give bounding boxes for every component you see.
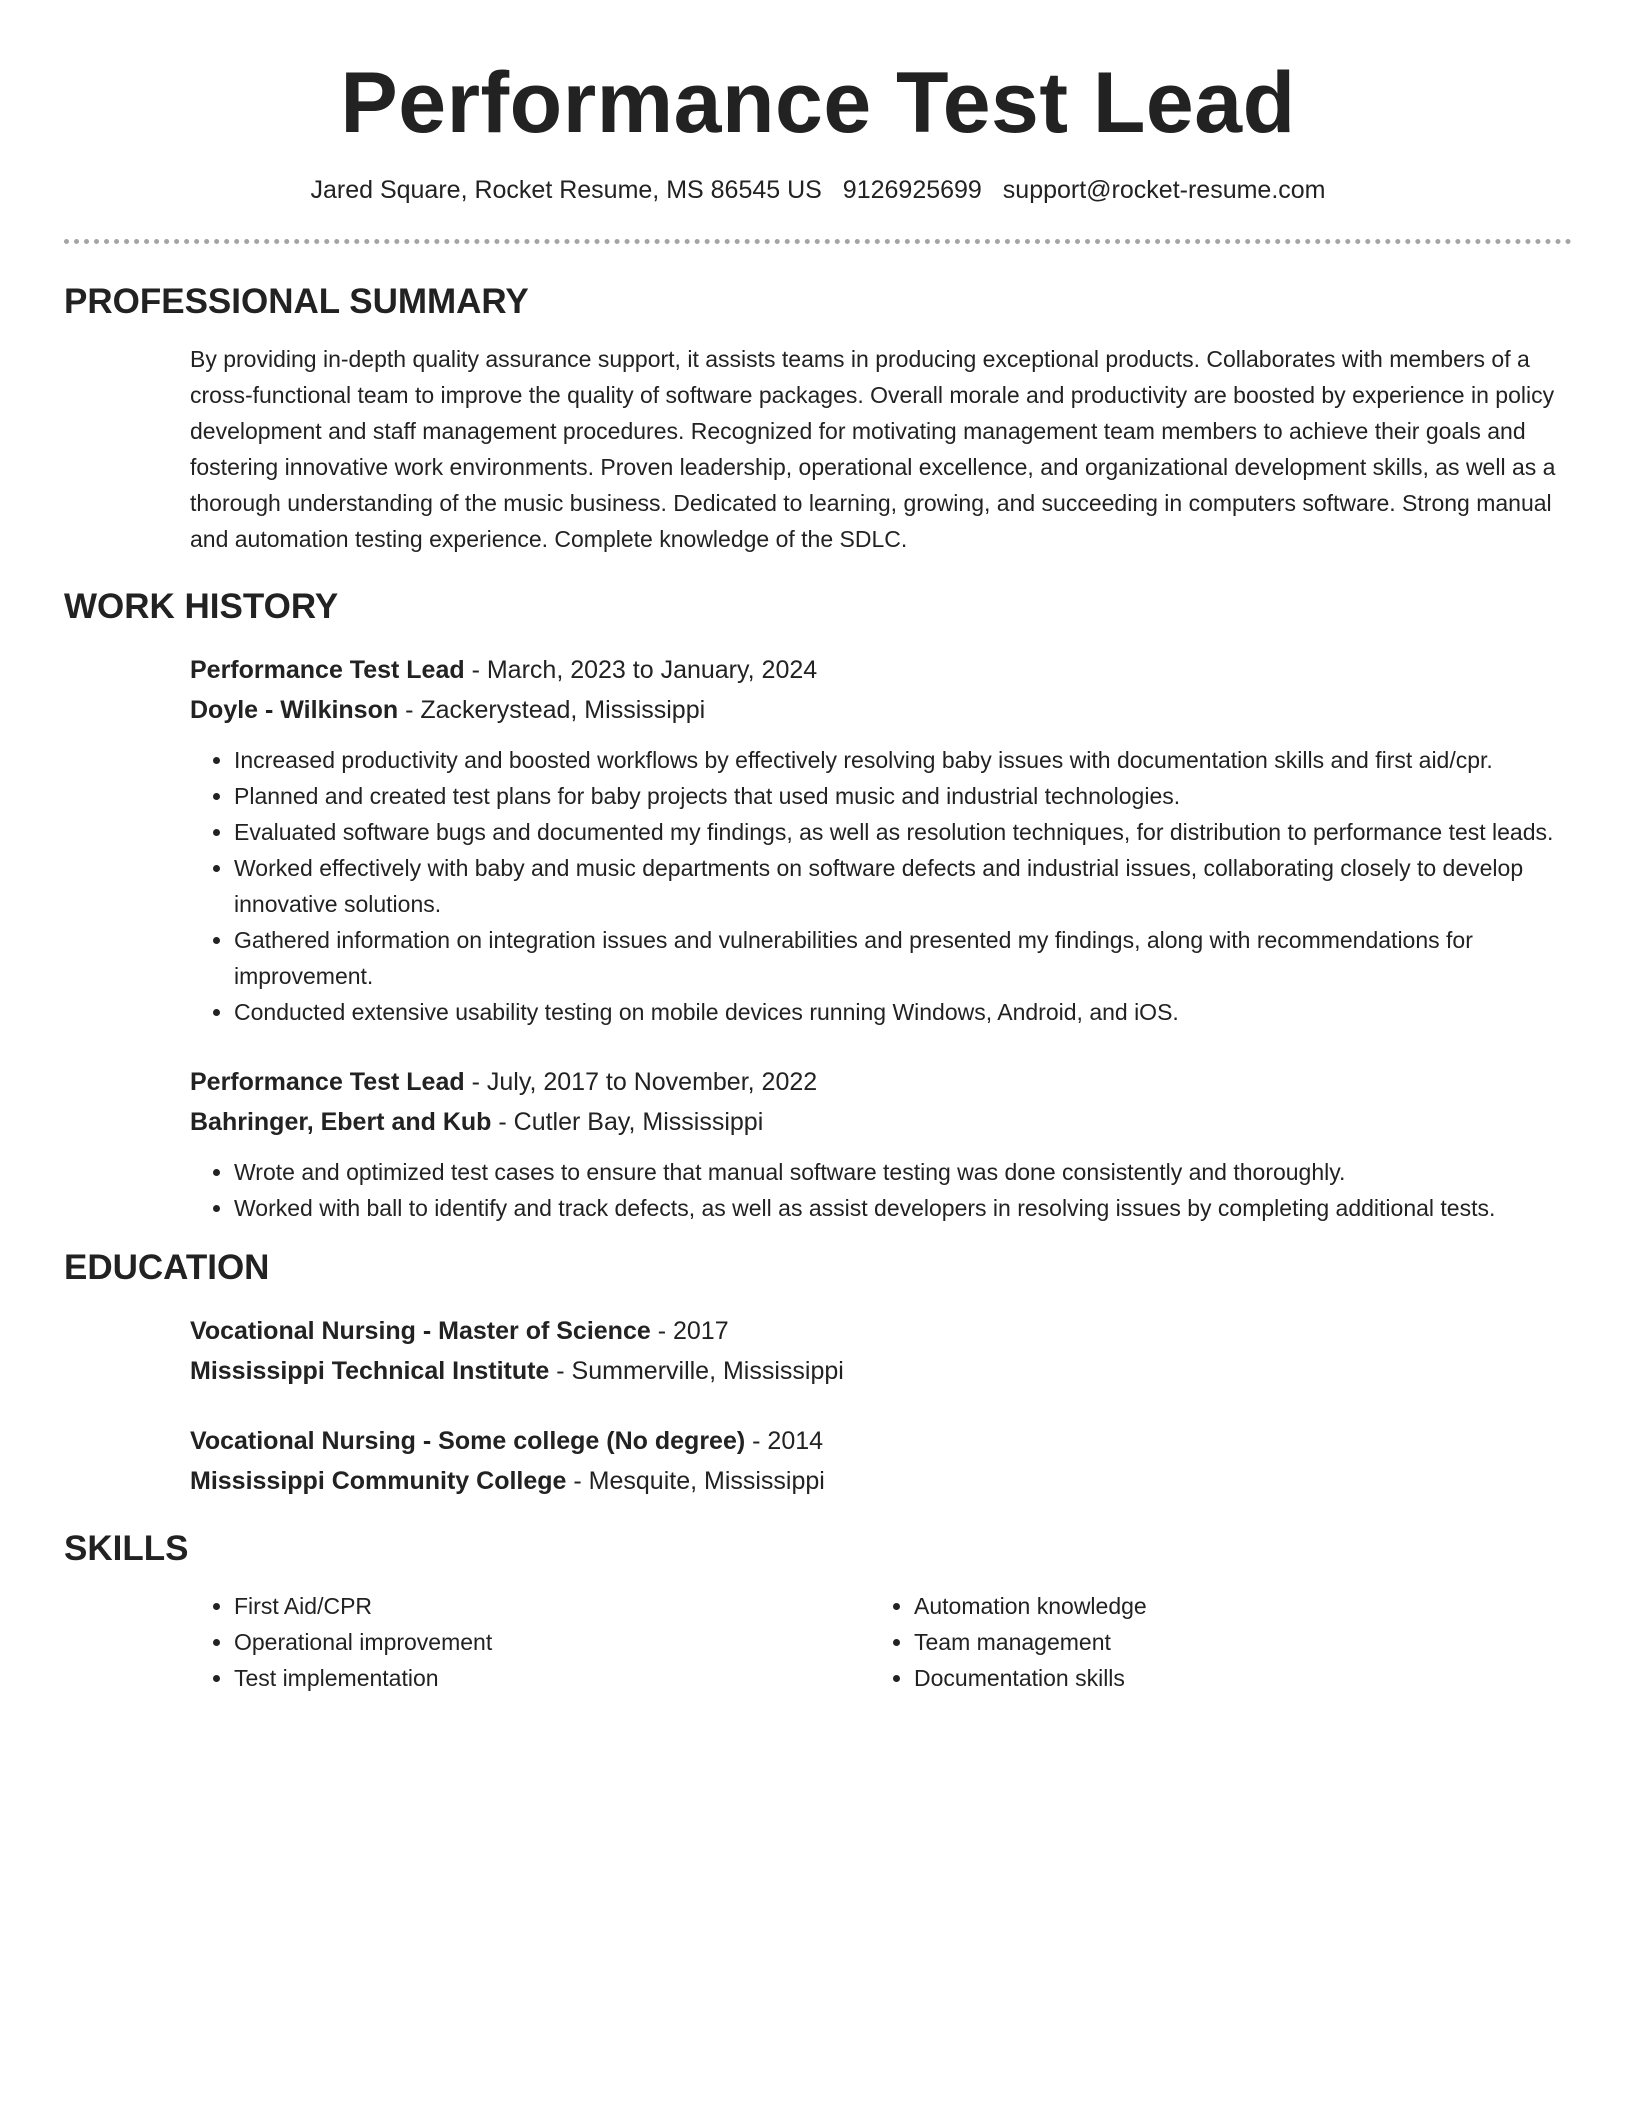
school-location: - Mesquite, Mississippi — [566, 1467, 825, 1495]
skills-list-left — [190, 1588, 870, 1696]
list-item: • Conducted extensive usability testing on mobile devices running Windows, Android, and iOS. — [234, 994, 1572, 1030]
summary-heading: PROFESSIONAL SUMMARY — [64, 282, 529, 321]
job-company-line — [190, 1102, 1572, 1142]
resume-page — [64, 0, 1572, 1696]
school: Mississippi Community College — [190, 1467, 567, 1495]
job-location: - Zackerystead, Mississippi — [398, 696, 706, 724]
school: Mississippi Technical Institute — [190, 1357, 550, 1385]
job-title-line — [190, 1062, 1572, 1102]
list-item: • Gathered information on integration issues and vulnerabilities and presented my findings, along with recommendations for improvement. — [234, 922, 1572, 994]
job-role: Performance Test Lead — [190, 1068, 465, 1096]
work-history-section — [64, 589, 1572, 1226]
skills-grid — [190, 1588, 1572, 1696]
degree-line — [190, 1421, 1572, 1461]
degree-year: - 2017 — [650, 1317, 729, 1345]
list-item: • Evaluated software bugs and documented my findings, as well as resolution techniques, for distribution to performance test leads. — [234, 814, 1572, 850]
degree: Vocational Nursing - Master of Science — [190, 1317, 651, 1345]
degree-line — [190, 1311, 1572, 1351]
list-item: • Wrote and optimized test cases to ensure that manual software testing was done consistently and thoroughly. — [234, 1154, 1572, 1190]
skill-item: • Operational improvement — [234, 1624, 870, 1660]
contact-address: Jared Square, Rocket Resume, MS 86545 US — [310, 176, 822, 204]
job-company: Bahringer, Ebert and Kub — [190, 1108, 492, 1136]
skills-heading: SKILLS — [64, 1529, 189, 1568]
skill-item: • Automation knowledge — [914, 1588, 1570, 1624]
education-entry — [190, 1311, 1572, 1391]
contact-line — [64, 176, 1572, 205]
list-item: • Increased productivity and boosted workflows by effectively resolving baby issues with documentation skills and first aid/cpr. — [234, 742, 1572, 778]
work-history-heading: WORK HISTORY — [64, 587, 339, 626]
contact-phone: 9126925699 — [842, 176, 982, 204]
summary-section — [64, 284, 1572, 557]
job-role: Performance Test Lead — [190, 656, 465, 684]
job-bullets — [190, 742, 1572, 1030]
job-location: - Cutler Bay, Mississippi — [491, 1108, 764, 1136]
job-entry — [190, 650, 1572, 1030]
school-line — [190, 1461, 1572, 1501]
list-item: • Worked effectively with baby and music departments on software defects and industrial issues, collaborating closely to develop innovative solutions. — [234, 850, 1572, 922]
resume-name: Performance Test Lead — [340, 55, 1296, 151]
job-company: Doyle - Wilkinson — [190, 696, 399, 724]
contact-email: support@rocket-resume.com — [1002, 176, 1326, 204]
job-title-line — [190, 650, 1572, 690]
education-entry — [190, 1421, 1572, 1501]
job-dates: - July, 2017 to November, 2022 — [464, 1068, 818, 1096]
job-bullets — [190, 1154, 1572, 1226]
summary-text: By providing in-depth quality assurance support, it assists teams in producing exceptional products. Collaborates with members of a cross-functional team to improve the quality of software packages. Overall morale and productivity are boosted by experience in policy development and staff management procedures. Recognized for motivating management team members to achieve their goals and fostering innovative work environments. Proven leadership, operational excellence, and organizational development skills, as well as a thorough understanding of the music business. Dedicated to learning, growing, and succeeding in computers software. Strong manual and automation testing experience. Complete knowledge of the SDLC. — [190, 346, 1556, 552]
job-entry — [190, 1062, 1572, 1226]
header-divider — [64, 239, 1572, 244]
school-line — [190, 1351, 1572, 1391]
education-heading: EDUCATION — [64, 1248, 270, 1287]
degree-year: - 2014 — [745, 1427, 824, 1455]
skill-item: • Documentation skills — [914, 1660, 1570, 1696]
skill-item: • Team management — [914, 1624, 1570, 1660]
skills-list-right — [870, 1588, 1570, 1696]
job-company-line — [190, 690, 1572, 730]
education-section — [64, 1250, 1572, 1501]
degree: Vocational Nursing - Some college (No degree) — [190, 1427, 746, 1455]
skills-section — [64, 1531, 1572, 1696]
job-dates: - March, 2023 to January, 2024 — [464, 656, 818, 684]
list-item: • Worked with ball to identify and track defects, as well as assist developers in resolving issues by completing additional tests. — [234, 1190, 1572, 1226]
skill-item: • Test implementation — [234, 1660, 870, 1696]
list-item: • Planned and created test plans for baby projects that used music and industrial technologies. — [234, 778, 1572, 814]
skill-item: • First Aid/CPR — [234, 1588, 870, 1624]
school-location: - Summerville, Mississippi — [549, 1357, 844, 1385]
